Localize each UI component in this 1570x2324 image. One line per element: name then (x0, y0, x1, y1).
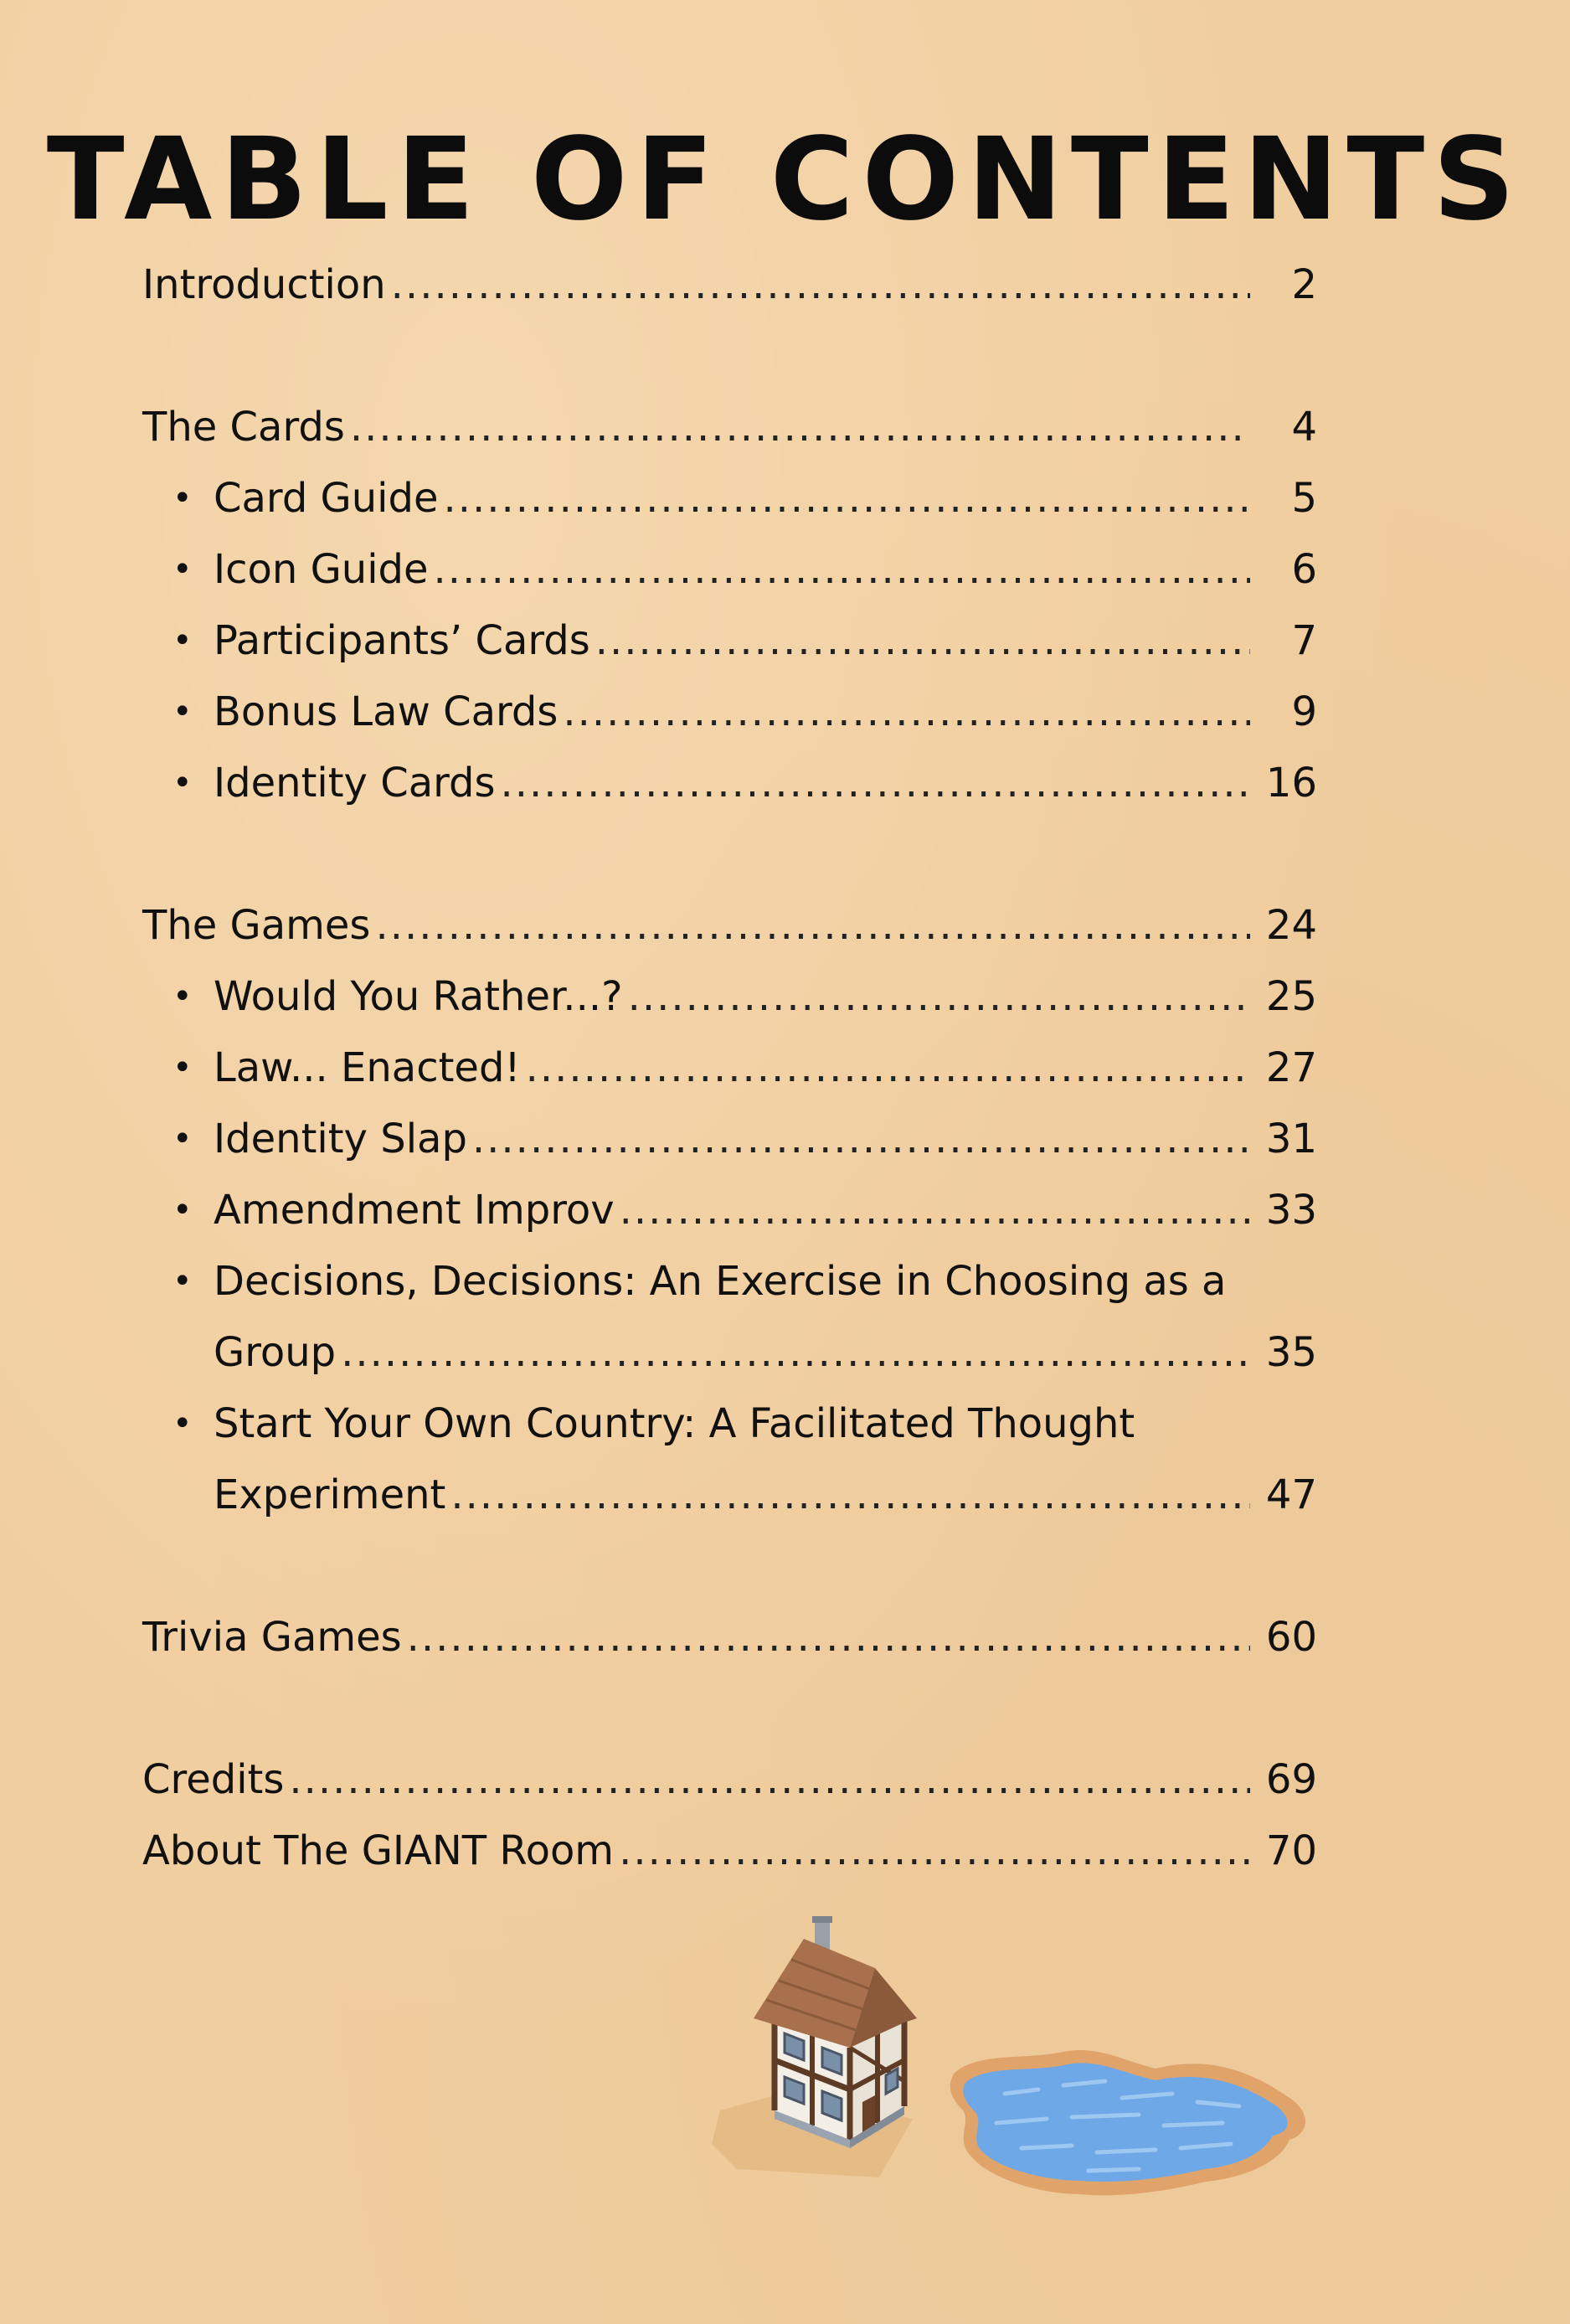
dot-leader (563, 677, 1250, 748)
toc-page-number: 9 (1291, 688, 1317, 735)
table-of-contents (142, 250, 1317, 1887)
toc-page-number: 16 (1265, 760, 1317, 806)
toc-entry-trivia-games[interactable] (142, 1602, 1317, 1673)
toc-page-number: 7 (1291, 617, 1317, 664)
dot-leader (619, 1816, 1250, 1887)
toc-entry-amendment-improv[interactable] (142, 1175, 1317, 1246)
toc-entry-start-country-line1[interactable] (142, 1389, 1317, 1460)
house-icon (712, 1916, 917, 2177)
toc-entry-label: Card Guide (214, 475, 439, 522)
dot-leader (501, 748, 1250, 819)
toc-page-number: 69 (1265, 1756, 1317, 1803)
toc-entry-about[interactable] (142, 1816, 1317, 1887)
dot-leader (341, 1317, 1250, 1389)
toc-entry-credits[interactable] (142, 1744, 1317, 1816)
toc-entry-decisions-line2[interactable] (142, 1317, 1317, 1389)
toc-entry-the-cards[interactable] (142, 392, 1317, 463)
toc-entry-bonus-law-cards[interactable] (142, 677, 1317, 748)
toc-page-number: 47 (1265, 1471, 1317, 1518)
toc-entry-label: Start Your Own Country: A Facilitated Thought (214, 1400, 1135, 1447)
dot-leader (526, 1033, 1250, 1104)
toc-entry-start-country-line2[interactable] (142, 1460, 1317, 1531)
bullet-icon: • (172, 977, 193, 1016)
dot-leader (289, 1744, 1250, 1816)
toc-page-number: 24 (1265, 902, 1317, 949)
toc-entry-label: Would You Rather...? (214, 973, 623, 1020)
toc-page-number: 60 (1265, 1614, 1317, 1661)
toc-page-number: 5 (1291, 475, 1317, 522)
toc-entry-label: The Games (142, 902, 371, 949)
dot-leader (628, 961, 1250, 1033)
toc-page-number: 2 (1291, 261, 1317, 308)
toc-page-number: 25 (1265, 973, 1317, 1020)
toc-entry-card-guide[interactable] (142, 463, 1317, 534)
dot-leader (450, 1460, 1250, 1531)
toc-page-number: 35 (1265, 1329, 1317, 1376)
bullet-icon: • (172, 1049, 193, 1087)
dot-leader (595, 605, 1250, 677)
toc-entry-label: Participants’ Cards (214, 617, 590, 664)
bullet-icon: • (172, 1120, 193, 1158)
toc-entry-decisions-line1[interactable] (142, 1246, 1317, 1317)
toc-entry-label: Experiment (214, 1471, 446, 1518)
bullet-icon: • (172, 1191, 193, 1229)
dot-leader (434, 534, 1250, 605)
toc-entry-label: Law... Enacted! (214, 1044, 521, 1091)
toc-page-number: 33 (1265, 1187, 1317, 1234)
toc-entry-would-you-rather[interactable] (142, 961, 1317, 1033)
pond-icon (950, 2050, 1305, 2195)
toc-entry-introduction[interactable] (142, 250, 1317, 321)
toc-entry-the-games[interactable] (142, 890, 1317, 961)
toc-entry-label: Trivia Games (142, 1614, 402, 1661)
toc-entry-label: About The GIANT Room (142, 1827, 615, 1874)
bullet-icon: • (172, 621, 193, 660)
bullet-icon: • (172, 693, 193, 731)
dot-leader (391, 250, 1250, 321)
toc-entry-label: Identity Cards (214, 760, 496, 806)
bullet-icon: • (172, 1404, 193, 1443)
toc-entry-label: Group (214, 1329, 337, 1376)
toc-entry-label: Bonus Law Cards (214, 688, 559, 735)
toc-page-number: 27 (1265, 1044, 1317, 1091)
page-title: TABLE OF CONTENTS (46, 114, 1524, 246)
toc-entry-label: The Cards (142, 404, 345, 451)
decorative-illustration (703, 1901, 1323, 2219)
toc-entry-label: Credits (142, 1756, 285, 1803)
toc-entry-label: Identity Slap (214, 1116, 467, 1162)
toc-entry-label: Decisions, Decisions: An Exercise in Choosing as a (214, 1258, 1227, 1305)
toc-page-number: 70 (1265, 1827, 1317, 1874)
toc-entry-law-enacted[interactable] (142, 1033, 1317, 1104)
toc-entry-label: Amendment Improv (214, 1187, 615, 1234)
bullet-icon: • (172, 479, 193, 518)
bullet-icon: • (172, 764, 193, 802)
dot-leader (350, 392, 1250, 463)
toc-entry-identity-slap[interactable] (142, 1104, 1317, 1175)
toc-entry-identity-cards[interactable] (142, 748, 1317, 819)
toc-page-number: 31 (1265, 1116, 1317, 1162)
toc-page-number: 6 (1291, 546, 1317, 593)
bullet-icon: • (172, 550, 193, 589)
toc-entry-label: Icon Guide (214, 546, 429, 593)
bullet-icon: • (172, 1262, 193, 1301)
dot-leader (620, 1175, 1250, 1246)
dot-leader (472, 1104, 1250, 1175)
toc-entry-icon-guide[interactable] (142, 534, 1317, 605)
toc-entry-label: Introduction (142, 261, 386, 308)
dot-leader (375, 890, 1250, 961)
toc-entry-participants-cards[interactable] (142, 605, 1317, 677)
toc-page-number: 4 (1291, 404, 1317, 451)
dot-leader (407, 1602, 1250, 1673)
dot-leader (444, 463, 1251, 534)
